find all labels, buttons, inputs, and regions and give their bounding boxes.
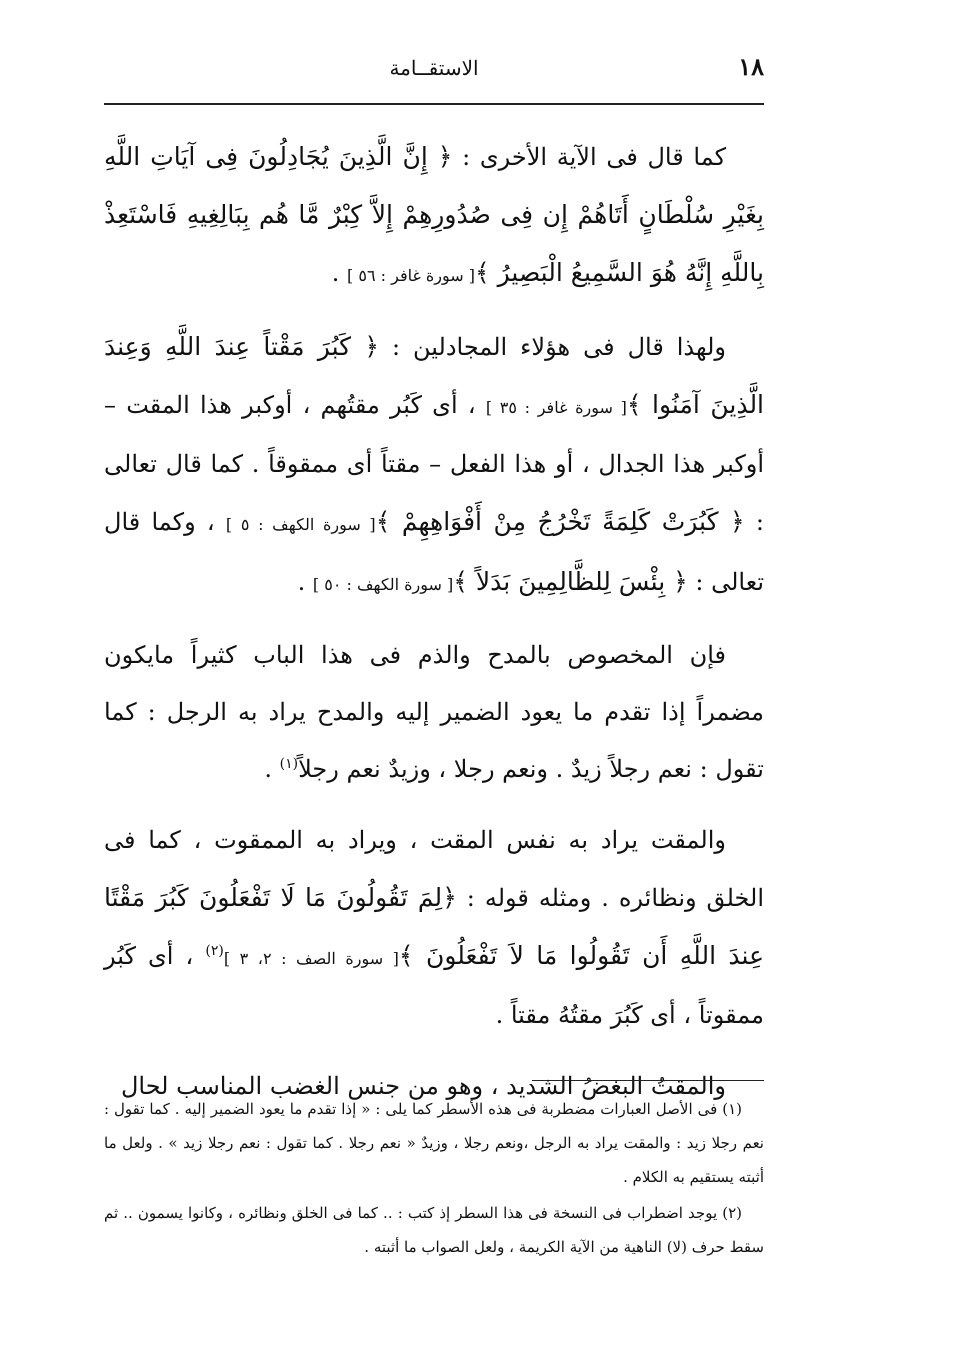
p1-close-bracket: ﴾ <box>475 258 490 287</box>
p2-end: . <box>297 568 313 596</box>
p2-text-1: ، أى كَبُر مقتُهم ، أوكبر هذا المقت – أوكبر هذا الجدال ، أو هذا الفعل – مقتاً أى ممقوقاً . كما قال تعالى : <box>104 391 765 536</box>
p2-verse-reference-2: [ سورة الكهف : ٥ ] <box>225 515 376 534</box>
running-head <box>104 52 764 92</box>
paragraph-1 <box>104 128 764 304</box>
p2-verse-reference-1: [ سورة غافر : ٣٥ ] <box>485 398 627 417</box>
p3-end: . <box>264 755 280 783</box>
footnote-marker-1: (١) <box>279 756 299 772</box>
p2-text-2: ، وكما قال تعالى : <box>104 508 764 596</box>
p4-open-bracket: ﴿ <box>442 883 457 912</box>
p1-verse-reference: [ سورة غافر : ٥٦ ] <box>347 266 476 285</box>
p4-quran-verse: لِمَ تَقُولُونَ مَا لَا تَفْعَلُونَ كَبُرَ مَقْتًا عِندَ اللَّهِ أَن تَقُولُوا مَا لاَ تَفْعَلُونَ <box>104 883 765 970</box>
main-text <box>104 128 764 1129</box>
footnote-marker-2: (٢) <box>205 943 224 959</box>
footnotes <box>104 1092 764 1266</box>
p2-quran-verse-2: كَبُرَتْ كَلِمَةً تَخْرُجُ مِنْ أَفْوَاهِهِمْ <box>390 507 731 536</box>
p3-text: فإن المخصوص بالمدح والذم فى هذا الباب كثيراً مايكون مضمراً إذا تقدم ما يعود الضمير إليه والمدح يراد به الرجل : كما تقول : نعم رجلاً زيدٌ . ونعم رجلا ، وزيدٌ نعم رجلاً <box>104 641 764 783</box>
p2-close-bracket-3: ﴾ <box>453 567 468 596</box>
p2-close-bracket-1: ﴾ <box>626 390 642 419</box>
p5-text: والمقتُ البغضُ الشديد ، وهو من جنس الغضب المناسب لحال <box>120 1072 726 1100</box>
p2-quran-verse-3: بِئْسَ لِلظَّالِمِينَ بَدَلاً <box>467 567 674 596</box>
p1-intro: كما قال فى الآية الأخرى : <box>452 143 726 171</box>
p1-end: . <box>331 259 348 287</box>
p2-verse-reference-3: [ سورة الكهف : ٥٠ ] <box>312 575 454 594</box>
paragraph-4 <box>104 812 764 1044</box>
p4-text-1: والمقت يراد به نفس المقت ، ويراد به الممقوت ، كما فى الخلق ونظائره . ومثله قوله : <box>104 826 764 912</box>
p4-verse-reference: [ سورة الصف : ٢، ٣ ] <box>223 949 399 968</box>
paragraph-3 <box>104 627 764 798</box>
p2-close-bracket-2: ﴾ <box>375 507 391 536</box>
footnote-1: (١) فى الأصل العبارات مضطربة فى هذه الأسطر كما يلى : « إذا تقدم ما يعود الضمير إليه . كما تقول : نعم رجلا زيد : والمقت يراد به الرجل ،ونعم رجلا ، وزيدٌ « نعم رجلا . كما تقول : نعم رجلا زيد » . ولعل ما أثبته يستقيم به الكلام . <box>104 1100 764 1186</box>
p2-quran-verse-1: كَبُرَ مَقْتاً عِندَ اللَّهِ وَعِندَ الَّذِينَ آمَنُوا <box>104 332 765 419</box>
paragraph-2 <box>104 318 764 613</box>
footnote-2: (٢) يوجد اضطراب فى النسخة فى هذا السطر إذ كتب : .. كما فى الخلق ونظائره ، وكانوا يسمون .. ثم سقط حرف (لا) الناهية من الآية الكريمة ، ولعل الصواب ما أثبته . <box>104 1204 764 1256</box>
p2-intro: ولهذا قال فى هؤلاء المجادلين : <box>379 333 726 361</box>
footnote-rule <box>532 1080 764 1081</box>
p2-open-bracket-1: ﴿ <box>364 332 379 361</box>
p2-open-bracket-2: ﴿ <box>730 507 745 536</box>
p4-text-2: ، أى كَبُر ممقوتاً ، أى كَبُرَ مقتُهُ مقتاً . <box>104 942 764 1029</box>
p1-open-bracket: ﴿ <box>437 142 453 171</box>
p1-quran-verse: إِنَّ الَّذِينَ يُجَادِلُونَ فِى آيَاتِ اللَّهِ بِغَيْرِ سُلْطَانٍ أَتَاهُمْ إِن فِى صُدُورِهِمْ إِلاَّ كِبْرٌ مَّا هُم بِبَالِغِيهِ فَاسْتَعِذْ بِاللَّهِ إِنَّهُ هُوَ السَّمِيعُ الْبَصِيرُ <box>104 142 764 287</box>
header-rule <box>104 103 764 105</box>
running-title: الاستقــامة <box>389 56 479 80</box>
p4-close-bracket: ﴾ <box>398 941 414 970</box>
p2-open-bracket-3: ﴿ <box>673 567 688 596</box>
page-number: ١٨ <box>738 52 764 81</box>
